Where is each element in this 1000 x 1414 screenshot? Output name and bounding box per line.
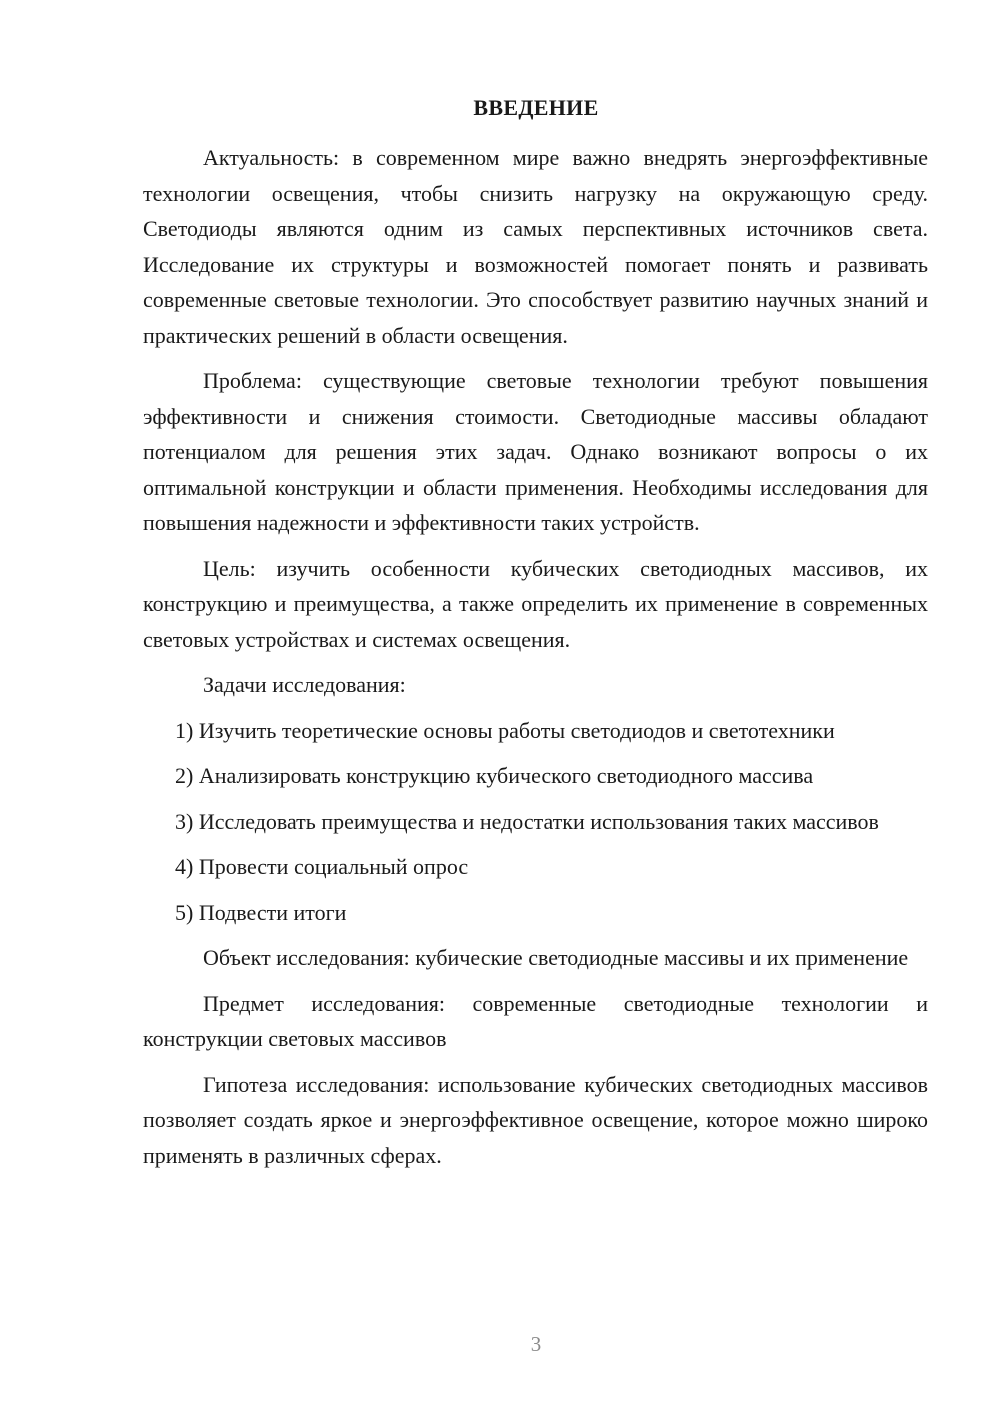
list-item: 3) Исследовать преимущества и недостатки использования таких массивов — [175, 808, 879, 834]
list-item: 2) Анализировать конструкцию кубического светодиодного массива — [175, 763, 814, 788]
paragraph-problem: Проблема: существующие световые технологии требуют повышения эффективности и снижения стоимости. Светодиодные массивы обладают потенциалом для решения этих задач. Однако возникают вопросы о их оптимальной конструкции и области применения. Необходимы исследования для повышения надежности и эффективности таких устройств. — [143, 368, 928, 535]
page-number: 3 — [530, 1332, 542, 1356]
list-item: 1) Изучить теоретические основы работы светодиодов и светотехники — [175, 717, 835, 743]
paragraph-object: Объект исследования: кубические светодиодные массивы и их применение — [203, 945, 909, 970]
list-item: 5) Подвести итоги — [175, 899, 347, 925]
paragraph-subject: Предмет исследования: современные светодиодные технологии и конструкции световых массивов — [143, 990, 928, 1051]
paragraph-tasks-heading: Задачи исследования: — [203, 672, 406, 697]
list-item: 4) Провести социальный опрос — [175, 854, 469, 879]
paragraph-goal: Цель: изучить особенности кубических светодиодных массивов, их конструкцию и преимущества, а также определить их применение в современных световых устройствах и системах освещения. — [143, 555, 928, 652]
paragraph-relevance: Актуальность: в современном мире важно внедрять энергоэффективные технологии освещения, чтобы снизить нагрузку на окружающую среду. Светодиоды являются одним из самых перспективных источников света. Исследование их структуры и возможностей помогает понять и развивать современные световые технологии. Это способствует развитию научных знаний и практических решений в области освещения. — [143, 145, 928, 348]
document-body — [143, 140, 928, 1183]
paragraph-hypothesis: Гипотеза исследования: использование кубических светодиодных массивов позволяет создать яркое и энергоэффективное освещение, которое можно широко применять в различных сферах. — [143, 1071, 928, 1168]
page-title: ВВЕДЕНИЕ — [473, 95, 599, 120]
